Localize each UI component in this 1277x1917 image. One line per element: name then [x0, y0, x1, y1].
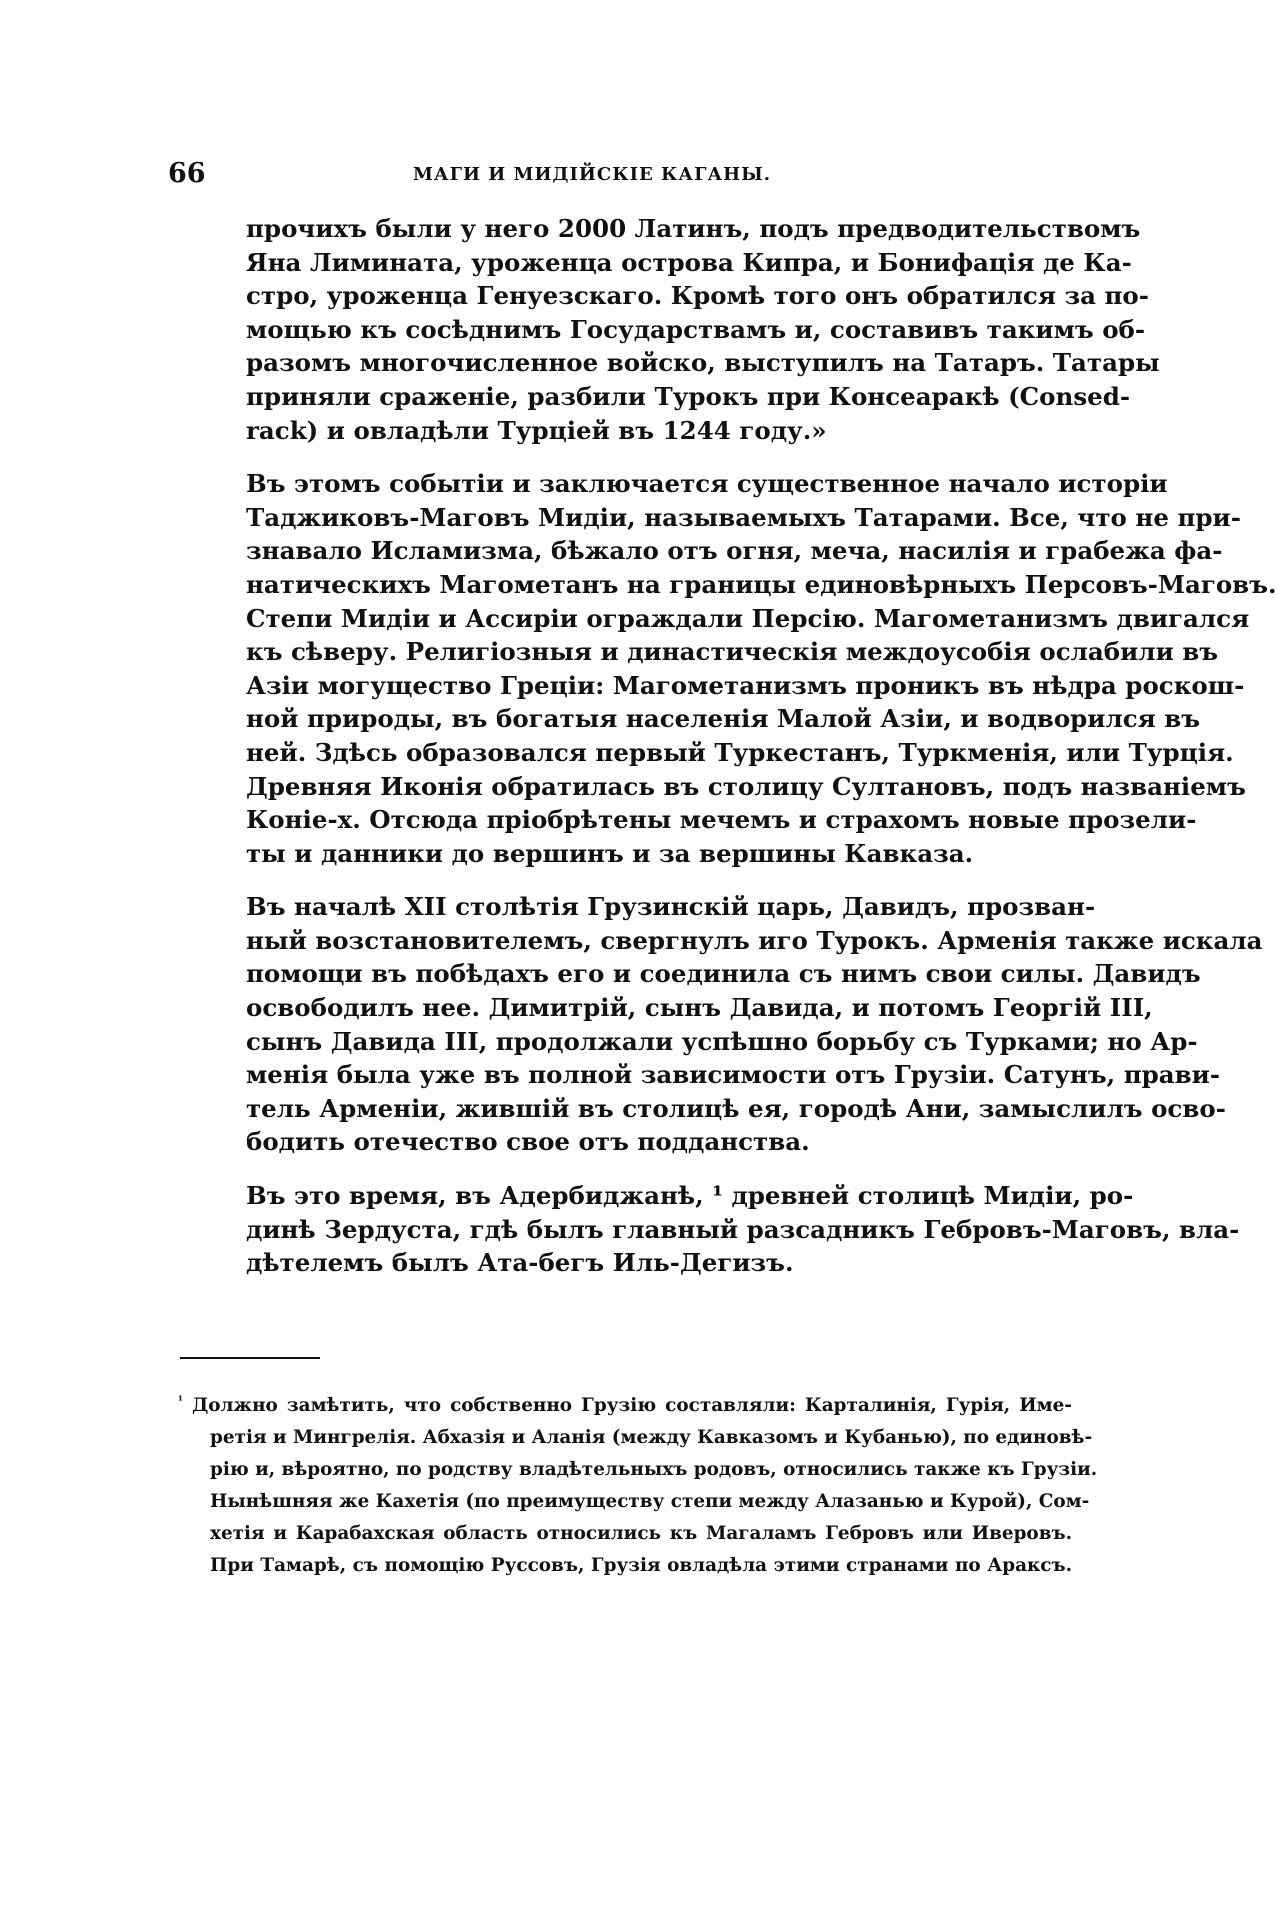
footnote-text: Должно замѣтить, что собственно Грузію составляли: Карталинія, Гурія, Име- [191, 1395, 1072, 1417]
paragraph [246, 890, 1263, 1159]
footnote-line: ретія и Мингрелія. Абхазія и Аланія (между Кавказомъ и Кубанью), по единовѣ- [210, 1427, 1093, 1449]
text-line: Древняя Иконія обратилась въ столицу Султановъ, подъ названіемъ [246, 771, 1246, 801]
text-line: ней. Здѣсь образовался первый Туркестанъ, Туркменія, или Турція. [246, 737, 1234, 767]
text-line: разомъ многочисленное войско, выступилъ на Татаръ. Татары [246, 348, 1160, 378]
text-line: освободилъ нее. Димитрій, сынъ Давида, и потомъ Георгій III, [246, 993, 1153, 1023]
paragraph [246, 1179, 1240, 1280]
paragraph [246, 212, 1160, 447]
text-line: помощи въ побѣдахъ его и соединила съ нимъ свои силы. Давидъ [246, 959, 1201, 989]
page-header [168, 152, 1068, 192]
footnote-line: хетія и Карабахская область относились къ Магаламъ Гебровъ или Иверовъ. [210, 1523, 1072, 1545]
text-line: Азіи могущество Греціи: Магометанизмъ проникъ въ нѣдра роскош- [246, 670, 1245, 700]
text-line: приняли сраженіе, разбили Турокъ при Консеаракѣ (Consed- [246, 381, 1130, 411]
body-text [246, 212, 1277, 1280]
text-line: прочихъ были у него 2000 Латинъ, подъ предводительствомъ [246, 214, 1141, 243]
text-line: бодить отечество свое отъ подданства. [246, 1127, 810, 1157]
text-line: Въ это время, въ Адербиджанѣ, ¹ древней столицѣ Мидіи, ро- [246, 1181, 1134, 1211]
text-line: натическихъ Магометанъ на границы единовѣрныхъ Персовъ-Маговъ. [246, 569, 1277, 599]
text-line: Въ началѣ XII столѣтія Грузинскій царь, Давидъ, прозван- [246, 892, 1096, 922]
text-line: къ сѣверу. Религіозныя и династическія междоусобія ослабили въ [246, 637, 1219, 667]
text-line: сынъ Давида III, продолжали успѣшно борьбу съ Турками; но Ар- [246, 1026, 1198, 1056]
text-line: менія была уже въ полной зависимости отъ Грузіи. Сатунъ, прави- [246, 1060, 1221, 1090]
page-number: 66 [168, 158, 206, 189]
paragraph [246, 467, 1277, 870]
text-line: дѣтелемъ былъ Ата-бегъ Иль-Дегизъ. [246, 1248, 794, 1278]
text-line: мощью къ сосѣднимъ Государствамъ и, составивъ такимъ об- [246, 314, 1146, 344]
text-line: знавало Исламизма, бѣжало отъ огня, меча, насилія и грабежа фа- [246, 536, 1223, 566]
text-line: динѣ Зердуста, гдѣ былъ главный разсадникъ Гебровъ-Маговъ, вла- [246, 1214, 1240, 1244]
text-line: ный возстановителемъ, свергнулъ иго Турокъ. Арменія также искала [246, 925, 1263, 955]
text-line: ной природы, въ богатыя населенія Малой Азіи, и водворился въ [246, 704, 1201, 734]
text-line: ты и данники до вершинъ и за вершины Кавказа. [246, 838, 974, 868]
text-line: rack) и овладѣли Турціей въ 1244 году.» [246, 415, 827, 445]
running-title: МАГИ И МИДІЙСКІЕ КАГАНЫ. [413, 164, 772, 185]
footnote-line [178, 1385, 1072, 1422]
text-line: Таджиковъ-Маговъ Мидіи, называемыхъ Татарами. Все, что не при- [246, 502, 1241, 532]
text-line: Коніе-х. Отсюда пріобрѣтены мечемъ и страхомъ новые прозели- [246, 805, 1197, 835]
footnote [178, 1385, 1098, 1582]
text-line: стро, уроженца Генуезскаго. Кромѣ того онъ обратился за по- [246, 281, 1149, 311]
footnote-line: рію и, вѣроятно, по родству владѣтельныхъ родовъ, относились также къ Грузіи. [210, 1459, 1098, 1481]
footnote-line: При Тамарѣ, съ помощію Руссовъ, Грузія овладѣла этими странами по Араксъ. [210, 1555, 1072, 1577]
text-line: Степи Мидіи и Ассиріи ограждали Персію. Магометанизмъ двигался [246, 603, 1250, 633]
text-line: Яна Лимината, уроженца острова Кипра, и Бонифація де Ка- [246, 247, 1132, 277]
text-line: тель Арменіи, жившій въ столицѣ ея, городѣ Ани, замыслилъ осво- [246, 1093, 1226, 1123]
footnote-divider [180, 1357, 320, 1359]
text-line: Въ этомъ событіи и заключается существенное начало исторіи [246, 469, 1168, 499]
footnote-marker: ¹ [178, 1394, 183, 1407]
footnote-line: Нынѣшняя же Кахетія (по преимуществу степи между Алазанью и Курой), Сом- [210, 1491, 1090, 1513]
